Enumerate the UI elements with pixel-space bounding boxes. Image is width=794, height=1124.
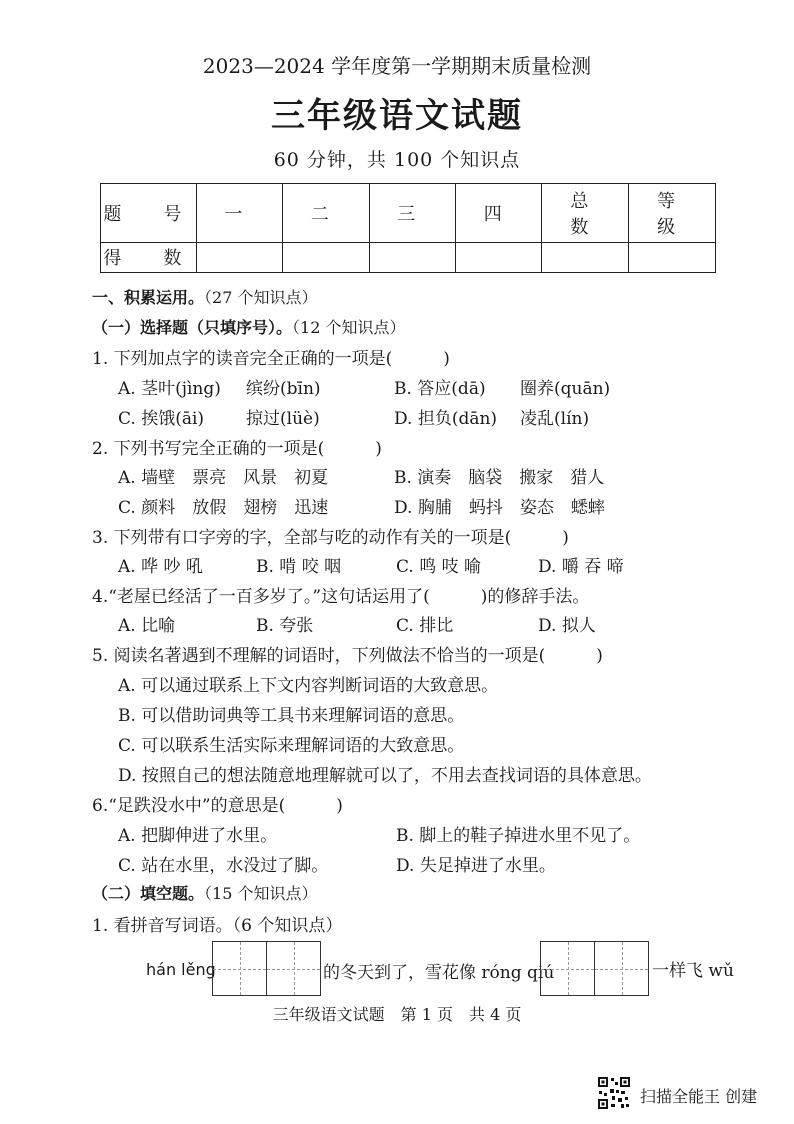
q1-option-b1: B. 答应(dā) [394,379,486,399]
part-1-heading [92,315,405,338]
score-row-label: 得 数 [101,242,197,272]
fill1-text-2: 一样飞 wǔ [652,961,734,981]
q1-option-a2: 缤纷(bīn) [246,379,321,399]
score-cell-3[interactable] [369,242,455,272]
answer-grid-2[interactable] [540,941,649,996]
q2-option-a: A. 墙壁 票亮 风景 初夏 [118,468,329,488]
q2-option-b: B. 演奏 脑袋 搬家 猎人 [394,468,605,488]
q3-option-c: C. 鸣 吱 喻 [396,557,482,577]
score-col-4: 四 [456,184,542,243]
score-col-2: 二 [283,184,369,243]
score-col-grade: 等 级 [629,184,716,243]
q6-option-b: B. 脚上的鞋子掉进水里不见了。 [396,826,641,846]
fill1-stem: 1. 看拼音写词语。（6 个知识点） [92,916,343,936]
score-cell-1[interactable] [196,242,282,272]
scanner-watermark: 扫描全能王 创建 [640,1087,758,1106]
part-1-title: （一）选择题（只填序号）。 [92,318,293,337]
q1-option-a1: A. 茎叶(jìng) [118,379,221,399]
score-table-header-row [101,184,716,243]
part-2-heading [92,881,317,904]
answer-grid-1[interactable] [212,941,321,996]
q3-option-b: B. 啃 咬 咽 [256,557,342,577]
q1-option-c1: C. 挨饿(āi) [118,409,205,429]
q6-option-c: C. 站在水里，水没过了脚。 [118,856,329,876]
q4-stem: 4.“老屋已经活了一百多岁了。”这句话运用了( )的修辞手法。 [92,587,590,607]
q2-option-c: C. 颜料 放假 翅榜 迅速 [118,498,329,518]
score-cell-2[interactable] [283,242,369,272]
q5-option-c: C. 可以联系生活实际来理解词语的大致意思。 [118,736,465,756]
q5-option-b: B. 可以借助词典等工具书来理解词语的意思。 [118,706,465,726]
q5-option-d: D. 按照自己的想法随意地理解就可以了，不用去查找词语的具体意思。 [118,766,652,786]
fill1-pinyin-1: hán lěng [146,960,216,979]
page-title: 三年级语文试题 [271,96,523,136]
grid-cell[interactable] [267,942,320,995]
q3-stem: 3. 下列带有口字旁的字，全部与吃的动作有关的一项是( ) [92,528,569,548]
score-col-total: 总 数 [542,184,629,243]
q4-option-d: D. 拟人 [538,616,596,636]
q6-option-d: D. 失足掉进了水里。 [396,856,556,876]
score-col-1: 一 [196,184,282,243]
score-table [100,183,716,273]
q1-stem: 1. 下列加点字的读音完全正确的一项是( ) [92,349,450,369]
section-1-title: 一、积累运用。 [92,288,205,307]
q1-option-d2: 凌乱(lín) [520,409,590,429]
q2-stem: 2. 下列书写完全正确的一项是( ) [92,439,382,459]
section-1-points: （27 个知识点） [204,288,318,307]
section-1-heading [92,285,317,308]
score-table-score-row [101,242,716,272]
part-2-points: （15 个知识点） [204,884,318,903]
fill1-text-1: 的冬天到了，雪花像 róng qiú [323,963,555,983]
q4-option-a: A. 比喻 [118,616,176,636]
q5-stem: 5. 阅读名著遇到不理解的词语时，下列做法不恰当的一项是( ) [92,646,603,666]
qr-code-icon [597,1076,631,1110]
grid-cell[interactable] [541,942,595,995]
score-col-label: 题 号 [101,184,197,243]
q6-option-a: A. 把脚伸进了水里。 [118,826,278,846]
score-cell-grade[interactable] [629,242,716,272]
score-cell-total[interactable] [542,242,629,272]
grid-cell[interactable] [595,942,648,995]
score-col-3: 三 [369,184,455,243]
q1-option-c2: 掠过(lüè) [246,409,320,429]
part-1-points: （12 个知识点） [292,318,406,337]
grid-cell[interactable] [213,942,267,995]
q5-option-a: A. 可以通过联系上下文内容判断词语的大致意思。 [118,676,499,696]
q1-option-d1: D. 担负(dān) [394,409,498,429]
page-footer: 三年级语文试题 第 1 页 共 4 页 [272,1005,522,1024]
exam-subtitle: 60 分钟，共 100 个知识点 [273,149,521,171]
q1-option-b2: 圈养(quān) [520,379,611,399]
score-cell-4[interactable] [456,242,542,272]
q6-stem: 6.“足跌没水中”的意思是( ) [92,796,343,816]
q3-option-d: D. 嚼 吞 啼 [538,557,624,577]
part-2-title: （二）填空题。 [92,884,205,903]
exam-name: 2023—2024 学年度第一学期期末质量检测 [202,54,592,78]
q2-option-d: D. 胸脯 蚂抖 姿态 蟋蟀 [394,498,605,518]
q3-option-a: A. 哗 吵 吼 [118,557,203,577]
q4-option-b: B. 夸张 [256,616,314,636]
q4-option-c: C. 排比 [396,616,454,636]
